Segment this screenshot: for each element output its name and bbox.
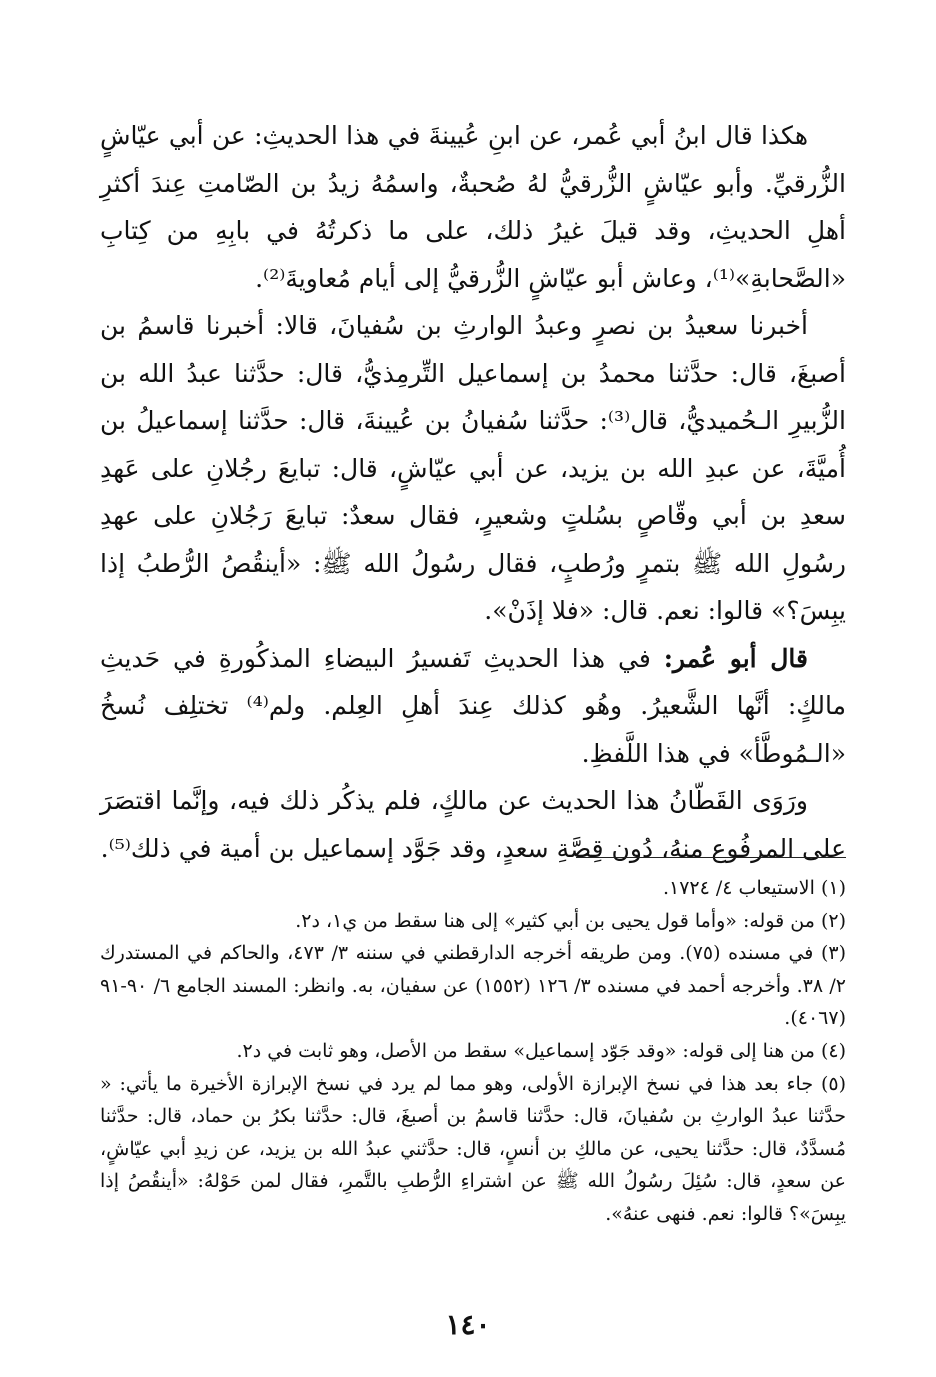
paragraph-3-lead: قال أبو عُمر: (663, 643, 809, 673)
footnote-2: (٢) من قوله: «وأما قول يحيى بن أبي كثير» إلى هنا سقط من ي١، د٢. (295, 909, 846, 932)
paragraph-3-body: في هذا الحديثِ تَفسيرُ البيضاءِ المذكُورةِ في حَديثِ مالكٍ: أنَّها الشَّعيرُ. وهُو كذلك عِندَ أهلِ العِلم. ولم⁽⁴⁾ تختلِف نُسخُ «الـمُوطَّأ» في هذا اللَّفظِ. (100, 643, 846, 768)
footnote-3: (٣) في مسنده (٧٥). ومن طريقه أخرجه الدارقطني في سننه ٣/ ٤٧٣، والحاكم في المستدرك ٢/ ٣٨. وأخرجه أحمد في مسنده ٣/ ١٢٦ (١٥٥٢) عن سفيان، به. وانظر: المسند الجامع ٦/ ٩٠-٩١ (٤٠٦٧). (100, 942, 846, 1030)
paragraph-1: هكذا قال ابنُ أبي عُمر، عن ابنِ عُيينةَ في هذا الحديثِ: عن أبي عيّاشٍ الزُّرقيِّ. وأبو عيّاشٍ الزُّرقيُّ لهُ صُحبةٌ، واسمُهُ زيدُ بن الصّامتِ عِندَ أكثرِ أهلِ الحديثِ، وقد قيلَ غيرُ ذلك، على ما ذكرتُهُ في بابِهِ من كِتابِ «الصَّحابةِ»⁽¹⁾، وعاش أبو عيّاشٍ الزُّرقيُّ إلى أيام مُعاويةَ⁽²⁾. (100, 121, 846, 293)
paragraph-3 (100, 635, 846, 778)
page-number: ١٤٠ (445, 1308, 491, 1341)
footnotes (100, 872, 846, 1231)
footnote-divider (576, 857, 846, 858)
main-text (100, 112, 846, 872)
footnote-4: (٤) من هنا إلى قوله: «وقد جَوّد إسماعيل» سقط من الأصل، وهو ثابت في د٢. (236, 1039, 846, 1062)
paragraph-2: أخبرنا سعيدُ بن نصرٍ وعبدُ الوارثِ بن سُفيانَ، قالا: أخبرنا قاسمُ بن أصبغَ، قال: حدَّثنا محمدُ بن إسماعيل التِّرمِذيُّ، قال: حدَّثنا عبدُ الله بن الزُّبيرِ الـحُميديُّ، قال⁽³⁾: حدَّثنا سُفيانُ بن عُيينةَ، قال: حدَّثنا إسماعيلُ بن أُميَّةَ، عن عبدِ الله بن يزيد، عن أبي عيّاشٍ، قال: تبايعَ رجُلانِ على عَهدِ سعدِ بن أبي وقّاصٍ بسُلتٍ وشعيرٍ، فقال سعدٌ: تبايعَ رَجُلانِ على عهدِ رسُولِ الله ﷺ بتمرٍ ورُطبٍ، فقال رسُولُ الله ﷺ: «أينقُصُ الرُّطبُ إذا يبِسَ؟» قالوا: نعم. قال: «فلا إذَنْ». (100, 311, 846, 625)
paragraph-4: ورَوَى القَطّانُ هذا الحديث عن مالكٍ، فلم يذكُر ذلك فيه، وإنَّما اقتصَرَ على المرفُوع منهُ، دُون قِصَّةِ سعدٍ، وقد جَوَّد إسماعيل بن أمية في ذلك⁽⁵⁾. (100, 786, 846, 863)
footnote-5: (٥) جاء بعد هذا في نسخ الإبرازة الأولى، وهو مما لم يرد في نسخ الإبرازة الأخيرة ما يأتي: « حدَّثنا عبدُ الوارثِ بن سُفيانَ، قال: حدَّثنا قاسمُ بن أصبغَ، قال: حدَّثنا بكرُ بن حماد، قال: حدَّثنا مُسدَّدٌ، قال: حدَّثنا يحيى، عن مالكِ بن أنسٍ، قال: حدَّثني عبدُ الله بن يزيد، عن زيدِ أبي عيّاشٍ، عن سعدٍ، قال: سُئِلَ رسُولُ الله ﷺ عن اشتراءِ الرُّطبِ بالتَّمرِ، فقال لمن حَوْلهُ: «أينقُصُ إذا يبِسَ»؟ قالوا: نعم. فنهى عنهُ». (100, 1072, 846, 1225)
footnote-1: (١) الاستيعاب ٤/ ١٧٢٤. (662, 877, 846, 899)
